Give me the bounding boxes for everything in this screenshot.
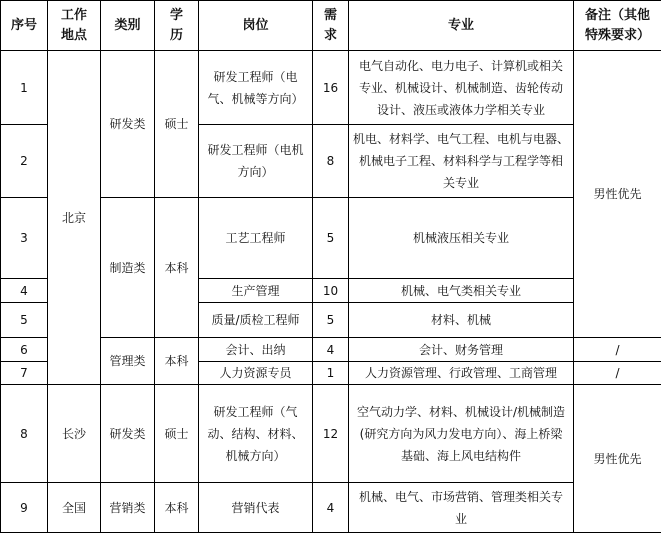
cell-major: 机械、电气类相关专业 — [349, 279, 574, 303]
cell-category: 制造类 — [101, 198, 155, 338]
cell-demand: 4 — [313, 483, 349, 533]
cell-position: 人力资源专员 — [199, 362, 313, 385]
cell-demand: 5 — [313, 198, 349, 279]
cell-position: 会计、出纳 — [199, 338, 313, 362]
cell-major: 会计、财务管理 — [349, 338, 574, 362]
cell-demand: 5 — [313, 303, 349, 338]
cell-location: 北京 — [48, 51, 101, 385]
table-row — [1, 51, 661, 125]
cell-major: 电气自动化、电力电子、计算机或相关 专业、机械设计、机械制造、齿轮传动 设计、液压或液体力学相关专业 — [349, 51, 574, 125]
cell-remarks: 男性优先 — [574, 51, 661, 338]
cell-education: 硕士 — [155, 385, 199, 483]
cell-index: 3 — [1, 198, 48, 279]
cell-position: 营销代表 — [199, 483, 313, 533]
cell-demand: 10 — [313, 279, 349, 303]
header-category: 类别 — [101, 1, 155, 51]
header-index: 序号 — [1, 1, 48, 51]
header-remarks: 备注（其他 特殊要求） — [574, 1, 661, 51]
table-row — [1, 198, 661, 279]
cell-index: 9 — [1, 483, 48, 533]
cell-major: 材料、机械 — [349, 303, 574, 338]
cell-index: 6 — [1, 338, 48, 362]
cell-demand: 12 — [313, 385, 349, 483]
header-education: 学 历 — [155, 1, 199, 51]
cell-index: 2 — [1, 125, 48, 198]
cell-index: 4 — [1, 279, 48, 303]
table-row — [1, 385, 661, 483]
cell-category: 研发类 — [101, 51, 155, 198]
table-row — [1, 483, 661, 533]
header-position: 岗位 — [199, 1, 313, 51]
cell-position: 生产管理 — [199, 279, 313, 303]
cell-index: 1 — [1, 51, 48, 125]
cell-index: 8 — [1, 385, 48, 483]
cell-position: 研发工程师（电机 方向） — [199, 125, 313, 198]
cell-index: 7 — [1, 362, 48, 385]
cell-position: 工艺工程师 — [199, 198, 313, 279]
cell-remarks: / — [574, 362, 661, 385]
cell-position: 研发工程师（气 动、结构、材料、 机械方向） — [199, 385, 313, 483]
cell-category: 管理类 — [101, 338, 155, 385]
cell-location: 长沙 — [48, 385, 101, 483]
cell-position: 质量/质检工程师 — [199, 303, 313, 338]
cell-category: 营销类 — [101, 483, 155, 533]
cell-education: 本科 — [155, 338, 199, 385]
cell-demand: 1 — [313, 362, 349, 385]
header-demand: 需 求 — [313, 1, 349, 51]
cell-major: 机械液压相关专业 — [349, 198, 574, 279]
cell-demand: 8 — [313, 125, 349, 198]
cell-index: 5 — [1, 303, 48, 338]
cell-major: 机械、电气、市场营销、管理类相关专 业 — [349, 483, 574, 533]
cell-remarks: / — [574, 338, 661, 362]
cell-category: 研发类 — [101, 385, 155, 483]
cell-education: 硕士 — [155, 51, 199, 198]
cell-major: 空气动力学、材料、机械设计/机械制造 (研究方向为风力发电方向）、海上桥梁 基础、海上风电结构件 — [349, 385, 574, 483]
header-location: 工作 地点 — [48, 1, 101, 51]
header-major: 专业 — [349, 1, 574, 51]
header-row — [1, 1, 661, 51]
cell-education: 本科 — [155, 198, 199, 338]
cell-location: 全国 — [48, 483, 101, 533]
table-row — [1, 338, 661, 362]
cell-demand: 4 — [313, 338, 349, 362]
cell-major: 人力资源管理、行政管理、工商管理 — [349, 362, 574, 385]
cell-education: 本科 — [155, 483, 199, 533]
cell-demand: 16 — [313, 51, 349, 125]
cell-remarks: 男性优先 — [574, 385, 661, 533]
cell-major: 机电、材料学、电气工程、电机与电器、 机械电子工程、材料科学与工程学等相 关专业 — [349, 125, 574, 198]
cell-position: 研发工程师（电 气、机械等方向） — [199, 51, 313, 125]
